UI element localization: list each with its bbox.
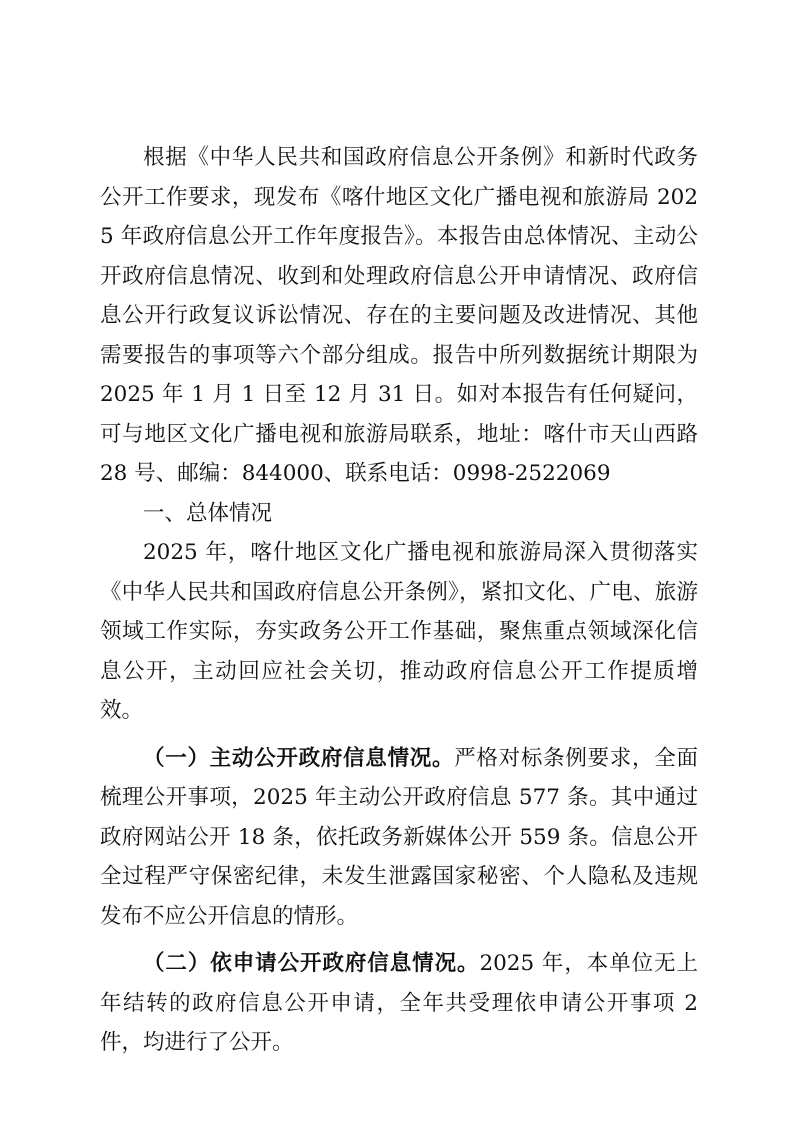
intro-paragraph: 根据《中华人民共和国政府信息公开条例》和新时代政务公开工作要求，现发布《喀什地区文化广播电视和旅游局 2025 年政府信息公开工作年度报告》。本报告由总体情况、主动公开政府信息情况、收到和处理政府信息公开申请情况、政府信息公开行政复议诉讼情况、存在的主要问题及改进情况、其他需要报告的事项等六个部分组成。报告中所列数据统计期限为 2025 年 1 月 1 日至 12 月 31 日。如对本报告有任何疑问，可与地区文化广播电视和旅游局联系，地址：喀什市天山西路 28 号、邮编：844000、联系电话：0998-2522069	[100, 145, 698, 486]
proactive-disclosure-paragraph	[100, 739, 698, 937]
section-heading-overview: 一、总体情况	[143, 500, 273, 526]
document-body	[100, 138, 698, 1063]
proactive-disclosure-heading: （一）主动公开政府信息情况。	[143, 745, 455, 771]
application-disclosure-text: 2025 年，本单位无上年结转的政府信息公开申请，全年共受理依申请公开事项 2 件，均进行了公开。	[100, 951, 698, 1055]
overview-paragraph: 2025 年，喀什地区文化广播电视和旅游局深入贯彻落实《中华人民共和国政府信息公开条例》，紧扣文化、广电、旅游领域工作实际，夯实政务公开工作基础，聚焦重点领域深化信息公开，主动回应社会关切，推动政府信息公开工作提质增效。	[100, 540, 698, 723]
application-disclosure-heading: （二）依申请公开政府信息情况。	[143, 951, 480, 976]
proactive-disclosure-text: 严格对标条例要求，全面梳理公开事项，2025 年主动公开政府信息 577 条。其中通过政府网站公开 18 条，依托政务新媒体公开 559 条。信息公开全过程严守保密纪律，未发生泄露国家秘密、个人隐私及违规发布不应公开信息的情形。	[100, 745, 698, 929]
application-disclosure-paragraph	[100, 944, 698, 1063]
